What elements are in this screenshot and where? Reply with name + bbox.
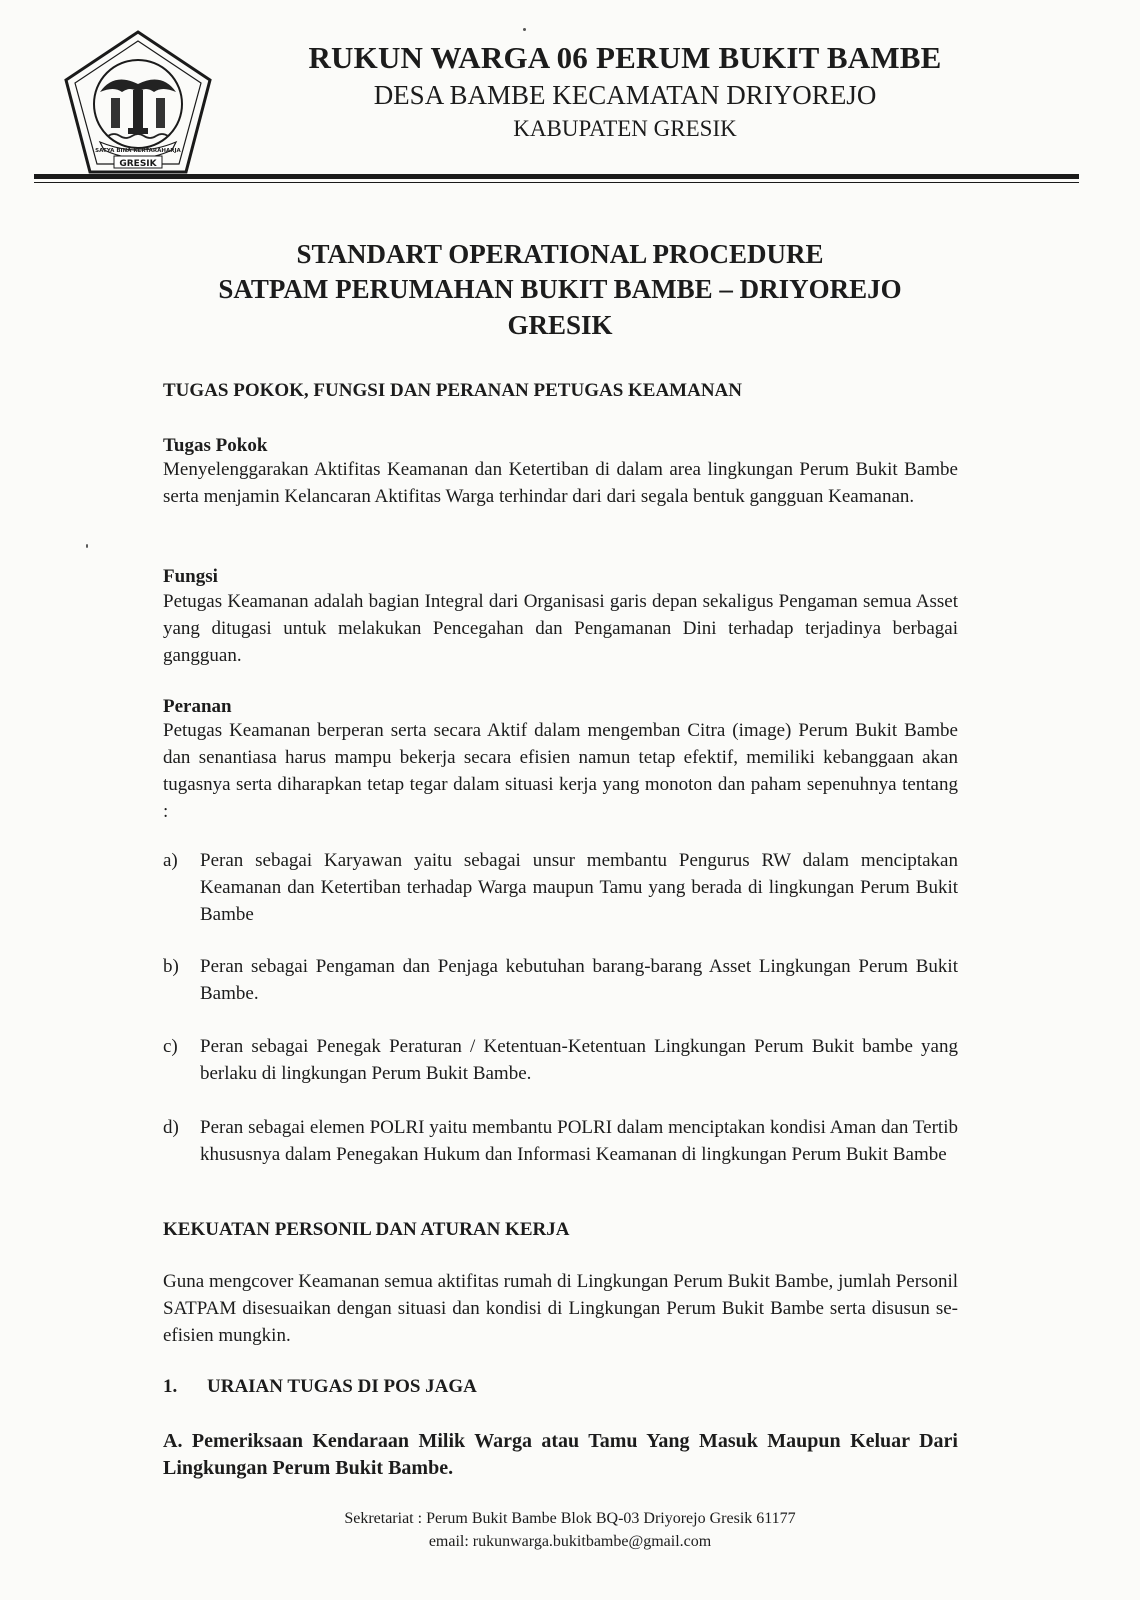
duties-section-heading: TUGAS POKOK, FUNGSI DAN PERANAN PETUGAS KEAMANAN (163, 380, 742, 401)
list-item (163, 847, 958, 928)
scan-speck (86, 544, 88, 548)
list-item-text: Peran sebagai Karyawan yaitu sebagai unsur membantu Pengurus RW dalam menciptakan Keamanan dan Ketertiban terhadap Warga maupun Tamu yang berada di lingkungan Perum Bukit Bambe (200, 850, 958, 925)
regency-emblem-icon (62, 28, 214, 178)
list-item-marker: b) (163, 956, 179, 977)
list-item-text: Peran sebagai Pengaman dan Penjaga kebutuhan barang-barang Asset Lingkungan Perum Bukit Bambe. (200, 956, 958, 1004)
list-item-text: Peran sebagai Penegak Peraturan / Ketentuan-Ketentuan Lingkungan Perum Bukit bambe yang berlaku di lingkungan Perum Bukit Bambe. (200, 1036, 958, 1084)
logo-label: GRESIK (119, 159, 157, 169)
header-divider-thin (34, 182, 1079, 183)
peranan-heading: Peranan (163, 696, 232, 717)
post-duties-number: 1. (163, 1376, 178, 1397)
footer-address: Sekretariat : Perum Bukit Bambe Blok BQ-03 Driyorejo Gresik 61177 (344, 1510, 796, 1527)
logo-ribbon-text: SATYA BINA KERTARAHARJA (95, 148, 181, 154)
tugas-pokok-paragraph: Menyelenggarakan Aktifitas Keamanan dan Ketertiban di dalam area lingkungan Perum Bukit Bambe serta menjamin Kelancaran Aktifitas Warga terhindar dari dari segala bentuk gangguan Keamanan. (163, 459, 958, 507)
list-item-text: Peran sebagai elemen POLRI yaitu membantu POLRI dalam menciptakan kondisi Aman dan Tertib khususnya dalam Penegakan Hukum dan Informasi Keamanan di lingkungan Perum Bukit Bambe (200, 1117, 958, 1165)
fungsi-paragraph: Petugas Keamanan adalah bagian Integral dari Organisasi garis depan sekaligus Pengaman semua Asset yang ditugasi untuk melakukan Pencegahan dan Pengamanan Dini terhadap terjadinya berbagai gangguan. (163, 591, 958, 666)
post-duties-heading (163, 1376, 477, 1398)
list-item-marker: d) (163, 1117, 179, 1138)
peranan-paragraph: Petugas Keamanan berperan serta secara Aktif dalam mengemban Citra (image) Perum Bukit Bambe dan senantiasa harus mampu bekerja secara efisien namun tetap efektif, memiliki kebanggaan akan tugasnya serta diharapkan tetap tegar dalam situasi kerja yang monoton dan paham sepenuhnya tentang : (163, 720, 958, 822)
regency-line: KABUPATEN GRESIK (513, 116, 737, 141)
personnel-paragraph: Guna mengcover Keamanan semua aktifitas rumah di Lingkungan Perum Bukit Bambe, jumlah Personil SATPAM disesuaikan dengan situasi dan kondisi di Lingkungan Perum Bukit Bambe serta disusun se-efisien mungkin. (163, 1271, 958, 1346)
list-item-marker: a) (163, 850, 178, 871)
document-title-line-2: SATPAM PERUMAHAN BUKIT BAMBE – DRIYOREJO (218, 274, 902, 304)
header-divider (34, 174, 1079, 179)
document-title-line-3: GRESIK (507, 310, 613, 340)
list-item (163, 953, 958, 1007)
organization-name: RUKUN WARGA 06 PERUM BUKIT BAMBE (308, 40, 942, 75)
post-duties-title: URAIAN TUGAS DI POS JAGA (207, 1376, 477, 1397)
fungsi-heading: Fungsi (163, 566, 218, 587)
scan-speck (523, 28, 526, 31)
list-item (163, 1114, 958, 1168)
village-district-line: DESA BAMBE KECAMATAN DRIYOREJO (373, 80, 877, 110)
tugas-pokok-heading: Tugas Pokok (163, 435, 268, 456)
personnel-section-heading: KEKUATAN PERSONIL DAN ATURAN KERJA (163, 1219, 570, 1240)
vehicle-inspection-heading: A. Pemeriksaan Kendaraan Milik Warga atau Tamu Yang Masuk Maupun Keluar Dari Lingkungan Perum Bukit Bambe. (163, 1430, 958, 1479)
document-title-line-1: STANDART OPERATIONAL PROCEDURE (296, 239, 824, 269)
footer-email: email: rukunwarga.bukitbambe@gmail.com (428, 1533, 712, 1550)
list-item-marker: c) (163, 1036, 178, 1057)
list-item (163, 1033, 958, 1087)
